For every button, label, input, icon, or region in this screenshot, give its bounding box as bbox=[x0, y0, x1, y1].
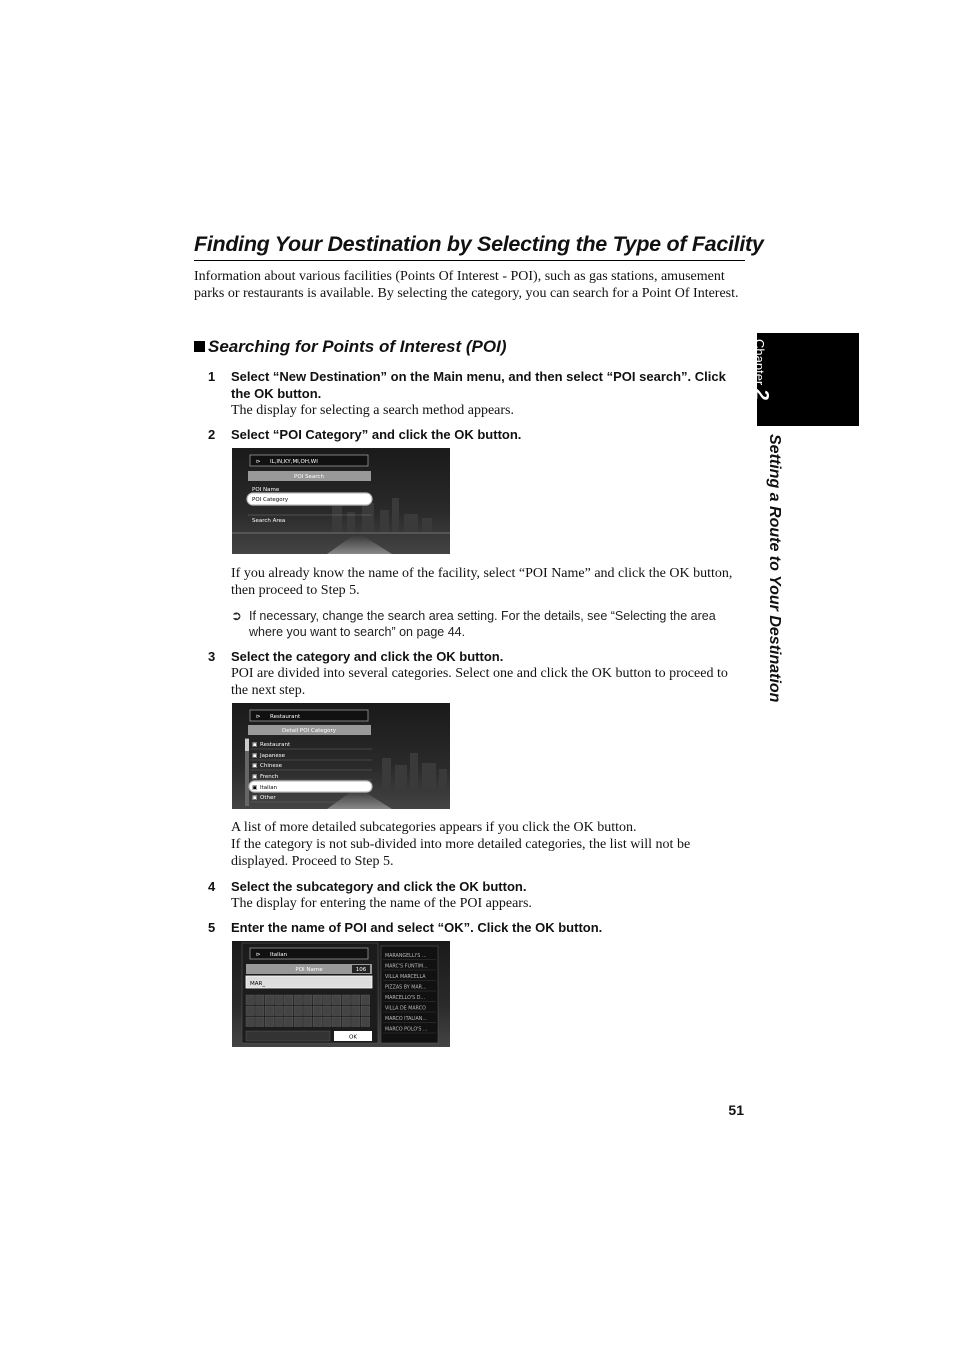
keyboard-key[interactable] bbox=[361, 1017, 369, 1027]
chapter-tab bbox=[757, 333, 859, 426]
step-1 bbox=[208, 368, 744, 402]
step-4 bbox=[208, 878, 744, 895]
step-5 bbox=[208, 919, 744, 936]
keyboard-key[interactable] bbox=[275, 995, 283, 1005]
result-item[interactable]: VILLA MARCELLA bbox=[385, 975, 426, 980]
keyboard-key[interactable] bbox=[275, 1006, 283, 1016]
keyboard-key[interactable] bbox=[284, 1006, 292, 1016]
navi-icon: ⊳ bbox=[256, 952, 261, 958]
intro-paragraph: Information about various facilities (Points Of Interest - POI), such as gas stations, amusement parks or restaurants is available. By selecting the category, you can search for a Point Of Interest. bbox=[194, 269, 739, 301]
keyboard-key[interactable] bbox=[352, 1017, 360, 1027]
result-item[interactable]: MARC'S FUNTIM... bbox=[385, 964, 428, 970]
chapter-number: 2 bbox=[750, 388, 772, 400]
keyboard-key[interactable] bbox=[284, 1017, 292, 1027]
step-number: 4 bbox=[208, 879, 216, 894]
step-3-body: POI are divided into several categories. Select one and click the OK button to proceed to the next step. bbox=[231, 666, 728, 698]
match-count: 106 bbox=[355, 967, 367, 973]
step-text: Enter the name of POI and select “OK”. Click the OK button. bbox=[231, 920, 603, 935]
category-item[interactable]: Chinese bbox=[260, 763, 282, 769]
keyboard-key[interactable] bbox=[246, 995, 254, 1005]
keyboard-key[interactable] bbox=[332, 1017, 340, 1027]
side-section-title: Setting a Route to Your Destination bbox=[766, 434, 783, 703]
screen-header: IL,IN,KY,MI,OH,WI bbox=[270, 459, 318, 465]
keyboard-key[interactable] bbox=[313, 1006, 321, 1016]
keyboard-key[interactable] bbox=[323, 1006, 331, 1016]
keyboard-key[interactable] bbox=[294, 1006, 302, 1016]
keyboard-key[interactable] bbox=[352, 995, 360, 1005]
square-bullet-icon bbox=[194, 341, 205, 352]
page-number: 51 bbox=[728, 1102, 744, 1118]
keyboard-key[interactable] bbox=[256, 1017, 264, 1027]
scrollbar-thumb[interactable] bbox=[245, 739, 249, 751]
keyboard-key[interactable] bbox=[361, 995, 369, 1005]
category-item[interactable]: Restaurant bbox=[260, 742, 291, 748]
keyboard-key[interactable] bbox=[352, 1006, 360, 1016]
keyboard-key[interactable] bbox=[342, 1017, 350, 1027]
navi-icon: ⊳ bbox=[256, 714, 261, 720]
keyboard-key[interactable] bbox=[304, 1006, 312, 1016]
keyboard-key[interactable] bbox=[323, 1017, 331, 1027]
step-number: 3 bbox=[208, 649, 216, 664]
field-title: POI Name bbox=[295, 967, 323, 973]
result-item[interactable]: MARANGELLI'S ... bbox=[385, 954, 427, 959]
keyboard-key[interactable] bbox=[265, 995, 273, 1005]
result-item[interactable]: MARCO ITALIAN... bbox=[385, 1017, 427, 1022]
keyboard-key[interactable] bbox=[342, 995, 350, 1005]
step-4-body: The display for entering the name of the POI appears. bbox=[231, 896, 532, 911]
step-number: 5 bbox=[208, 920, 216, 935]
note-text: If necessary, change the search area setting. For the details, see “Selecting the area where you want to search” on page 44. bbox=[249, 609, 716, 639]
keyboard-key[interactable] bbox=[265, 1006, 273, 1016]
step-3-after-1: A list of more detailed subcategories appears if you click the OK button. bbox=[231, 820, 637, 835]
poi-name-value: MAR_ bbox=[250, 981, 266, 987]
menu-item-poi-name[interactable]: POI Name bbox=[252, 487, 280, 493]
arrow-right-icon: ➲ bbox=[231, 608, 242, 623]
menu-item-poi-category[interactable]: POI Category bbox=[252, 497, 289, 503]
ok-button-label: OK bbox=[349, 1034, 357, 1041]
french-icon: ▣ bbox=[252, 774, 258, 780]
keyboard-key[interactable] bbox=[246, 1006, 254, 1016]
navi-icon: ⊳ bbox=[256, 459, 261, 465]
other-icon: ▣ bbox=[252, 795, 258, 801]
category-item-selected[interactable]: Italian bbox=[260, 785, 278, 791]
keyboard-key[interactable] bbox=[294, 1017, 302, 1027]
page-title: Finding Your Destination by Selecting the Type of Facility bbox=[194, 232, 745, 261]
keyboard-function-row[interactable] bbox=[246, 1031, 330, 1041]
keyboard-key[interactable] bbox=[323, 995, 331, 1005]
italian-icon: ▣ bbox=[252, 785, 258, 791]
screen-header: Restaurant bbox=[270, 714, 301, 720]
chapter-label bbox=[749, 339, 772, 400]
step-2-note bbox=[231, 608, 744, 640]
keyboard-key[interactable] bbox=[275, 1017, 283, 1027]
category-item[interactable]: Japanese bbox=[260, 753, 285, 759]
menu-title: POI Search bbox=[294, 474, 324, 480]
step-number: 2 bbox=[208, 427, 216, 442]
screenshot-poi-name-entry bbox=[232, 941, 450, 1047]
keyboard-key[interactable] bbox=[313, 1017, 321, 1027]
keyboard-key[interactable] bbox=[256, 995, 264, 1005]
chinese-icon: ▣ bbox=[252, 763, 258, 769]
menu-title: Detail POI Category bbox=[281, 728, 337, 734]
keyboard-key[interactable] bbox=[304, 1017, 312, 1027]
keyboard-key[interactable] bbox=[342, 1006, 350, 1016]
step-3-after-2: If the category is not sub-divided into more detailed categories, the list will not be displayed. Proceed to Step 5. bbox=[231, 837, 691, 869]
result-item[interactable]: MARCO POLO'S ... bbox=[385, 1027, 428, 1033]
result-item[interactable]: VILLA DE MARCO bbox=[385, 1006, 426, 1012]
keyboard-key[interactable] bbox=[304, 995, 312, 1005]
category-item[interactable]: Other bbox=[260, 795, 276, 801]
result-item[interactable]: MARCELLO'S D... bbox=[385, 996, 426, 1001]
keyboard-key[interactable] bbox=[361, 1006, 369, 1016]
keyboard-key[interactable] bbox=[284, 995, 292, 1005]
screen-header: Italian bbox=[270, 952, 288, 958]
keyboard-key[interactable] bbox=[256, 1006, 264, 1016]
section-heading-text: Searching for Points of Interest (POI) bbox=[208, 337, 507, 356]
step-text: Select the subcategory and click the OK button. bbox=[231, 879, 527, 894]
step-number: 1 bbox=[208, 369, 216, 384]
step-1-body: The display for selecting a search method appears. bbox=[231, 403, 515, 418]
restaurant-icon: ▣ bbox=[252, 742, 258, 748]
step-2 bbox=[208, 426, 744, 443]
keyboard-key[interactable] bbox=[332, 995, 340, 1005]
result-item[interactable]: PIZZAS BY MAR... bbox=[385, 985, 427, 991]
menu-item-search-area[interactable]: Search Area bbox=[252, 518, 286, 524]
chapter-word: Chapter bbox=[752, 339, 767, 386]
step-2-body: If you already know the name of the facility, select “POI Name” and click the OK button, then proceed to Step 5. bbox=[231, 566, 733, 598]
screenshot-poi-search bbox=[232, 448, 450, 554]
step-text: Select “POI Category” and click the OK button. bbox=[231, 427, 522, 442]
keyboard-key[interactable] bbox=[246, 1017, 254, 1027]
keyboard-key[interactable] bbox=[294, 995, 302, 1005]
keyboard-key[interactable] bbox=[313, 995, 321, 1005]
keyboard-key[interactable] bbox=[332, 1006, 340, 1016]
step-text: Select “New Destination” on the Main menu, and then select “POI search”. Click the OK button. bbox=[231, 369, 726, 401]
category-item[interactable]: French bbox=[260, 774, 279, 780]
step-text: Select the category and click the OK button. bbox=[231, 649, 504, 664]
section-heading bbox=[194, 337, 506, 357]
step-3 bbox=[208, 648, 744, 665]
japanese-icon: ▣ bbox=[252, 753, 258, 759]
screenshot-poi-category bbox=[232, 703, 450, 809]
keyboard-key[interactable] bbox=[265, 1017, 273, 1027]
